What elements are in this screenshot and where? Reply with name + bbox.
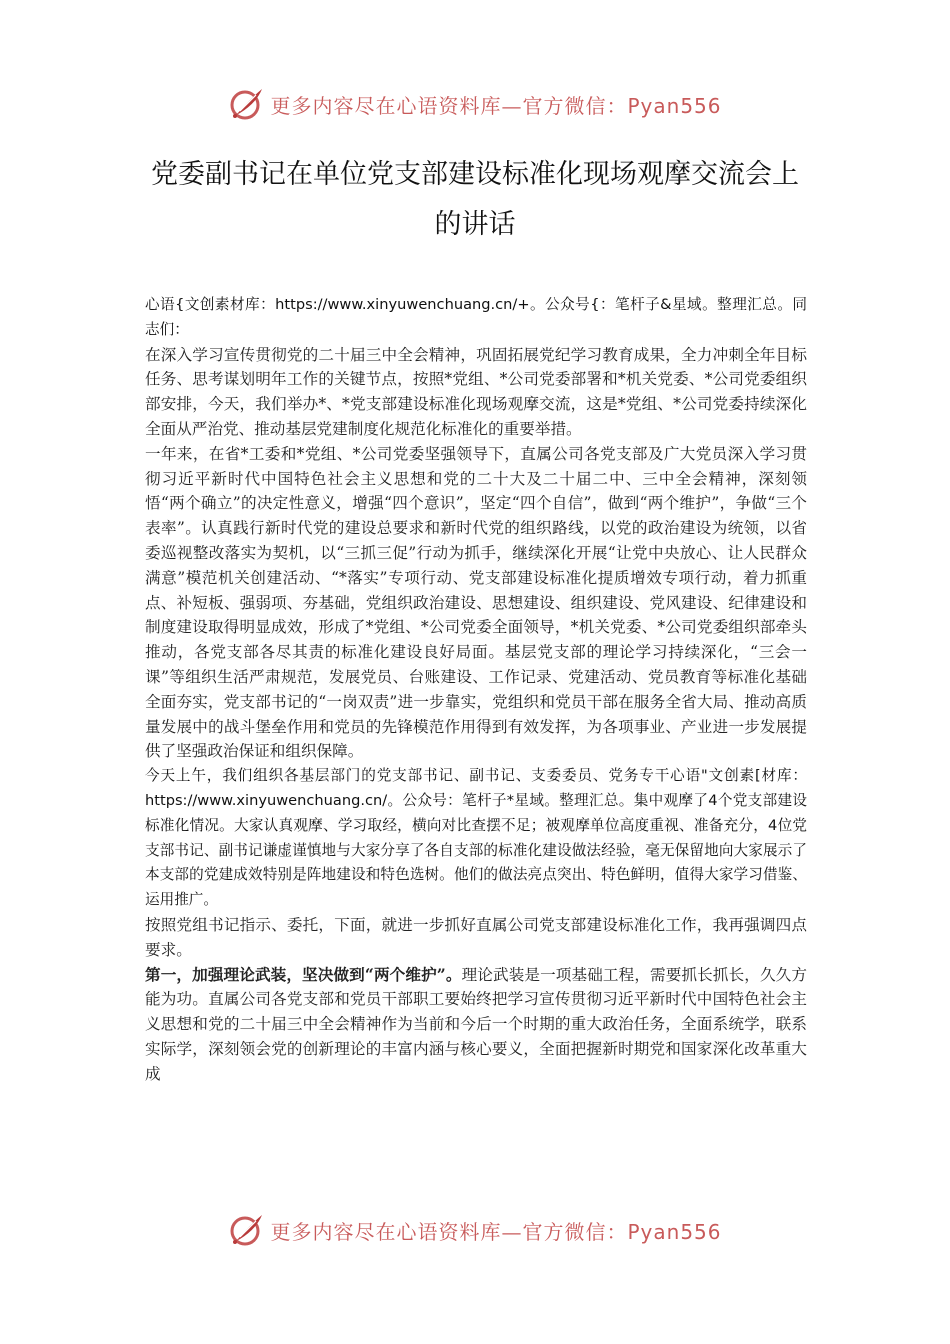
watermark-banner-top <box>0 84 950 124</box>
paragraph-5 <box>145 963 807 1087</box>
paragraph-5-lead: 第一，加强理论武装，坚决做到“两个维护”。 <box>145 964 462 984</box>
paragraph-5-body: 理论武装是一项基础工程，需要抓长抓长，久久方能为功。直属公司各党支部和党员干部职工要始终把学习宣传贯彻习近平新时代中国特色社会主义思想和党的二十届三中全会精神作为当前和今后一个时期的重大政治任务，全面系统学，联系实际学，深刻领会党的创新理论的丰富内涵与核心要义，全面把握新时期党和国家深化改革重大成 <box>145 965 807 1083</box>
watermark-text: 更多内容尽在心语资料库—官方微信： <box>270 1219 628 1244</box>
paragraph-1: 在深入学习宣传贯彻党的二十届三中全会精神，巩固拓展党纪学习教育成果，全力冲刺全年目标任务、思考谋划明年工作的关键节点，按照*党组、*公司党委部署和*机关党委、*公司党委组织部安排，今天，我们举办*、*党支部建设标准化现场观摩交流，这是*党组、*公司党委持续深化全面从严治党、推动基层党建制度化规范化标准化的重要举措。 <box>145 345 807 438</box>
watermark-banner-bottom <box>0 1210 950 1250</box>
paragraph-intro: 心语{文创素材库：https://www.xinyuwenchuang.cn/+。公众号{：笔杆子&星域。整理汇总。同志们： <box>145 296 807 338</box>
watermark-contact: Pyan556 <box>627 1219 722 1244</box>
watermark-text: 更多内容尽在心语资料库—官方微信： <box>270 93 628 118</box>
paragraph-3: 今天上午，我们组织各基层部门的党支部书记、副书记、支委委员、党务专干心语"文创素[材库：https://www.xinyuwenchuang.cn/。公众号：笔杆子*星域。整理汇总。集中观摩了4个党支部建设标准化情况。大家认真观摩、学习取经，横向对比查摆不足；被观摩单位高度重视、准备充分，4位党支部书记、副书记谦虚谨慎地与大家分享了各自支部的标准化建设做法经验，毫无保留地向大家展示了本支部的党建成效特别是阵地建设和特色选树。他们的做法亮点突出、特色鲜明，值得大家学习借鉴、运用推广。 <box>145 767 807 909</box>
document-body <box>145 293 807 1087</box>
document-title: 党委副书记在单位党支部建设标准化现场观摩交流会上的讲话 <box>151 159 799 240</box>
paragraph-2: 一年来，在省*工委和*党组、*公司党委坚强领导下，直属公司各党支部及广大党员深入学习贯彻习近平新时代中国特色社会主义思想和党的二十大及二十届二中、三中全会精神，深刻领悟“两个确立”的决定性意义，增强“四个意识”，坚定“四个自信”，做到“两个维护”，争做“三个表率”。认真践行新时代党的建设总要求和新时代党的组织路线，以党的政治建设为统领，以省委巡视整改落实为契机，以“三抓三促”行动为抓手，继续深化开展“让党中央放心、让人民群众满意”模范机关创建活动、“*落实”专项行动、党支部建设标准化提质增效专项行动，着力抓重点、补短板、强弱项、夯基础，党组织政治建设、思想建设、组织建设、党风建设、纪律建设和制度建设取得明显成效，形成了*党组、*公司党委全面领导，*机关党委、*公司党委组织部牵头推动，各党支部各尽其责的标准化建设良好局面。基层党支部的理论学习持续深化，“三会一课”等组织生活严肃规范，发展党员、台账建设、工作记录、党建活动、党员教育等标准化基础全面夯实，党支部书记的“一岗双责”进一步靠实，党组织和党员干部在服务全省大局、推动高质量发展中的战斗堡垒作用和党员的先锋模范作用得到有效发挥，为各项事业、产业进一步发展提供了坚强政治保证和组织保障。 <box>145 444 807 761</box>
quill-logo-icon <box>228 85 266 123</box>
paragraph-4: 按照党组书记指示、委托，下面，就进一步抓好直属公司党支部建设标准化工作，我再强调四点要求。 <box>145 915 807 959</box>
watermark-contact: Pyan556 <box>627 93 722 118</box>
quill-logo-icon <box>228 1211 266 1249</box>
